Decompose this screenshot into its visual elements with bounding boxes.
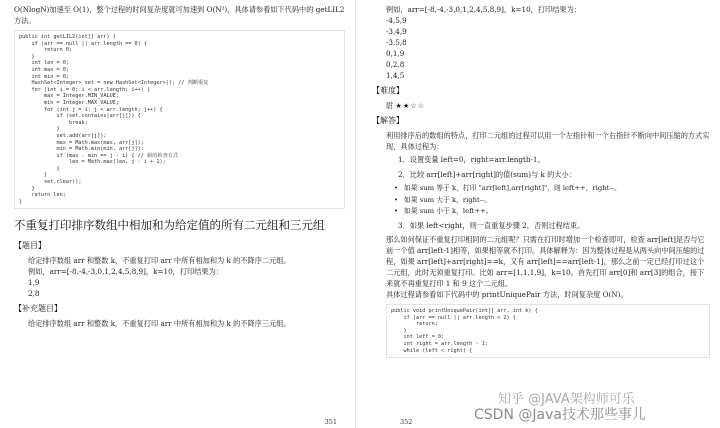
section-heading: 不重复打印排序数组中相加和为给定值的所有二元组和三元组: [14, 218, 325, 233]
left-page: [0, 0, 356, 428]
code-block-printuniquepair: public void printUniquePair(int[] arr, int k) { if (arr == null || arr.length < 2) { return; } int left = 0; int right = arr.length - 1; while (left < right) {: [386, 304, 710, 358]
result-line: 0,1,9: [386, 49, 405, 58]
difficulty-label: 【难度】: [372, 86, 404, 95]
example-text: 例如，arr=[-8,-4,-3,0,1,2,4,5,8,9]，k=10，打印结果为：: [386, 5, 581, 14]
difficulty-level: 尉: [386, 101, 394, 110]
code-block-getlil2: public int getLIL2(int[] arr) { if (arr == null || arr.length == 0) { return 0; } int len = 0; int max = 0; int min = 0; HashSet<Integer> set = new HashSet<Integer>(); // 判断重复 for (int i = 0; i < arr.length; i++) { max = Integer.MIN_VALUE; min = Integer.MAX_VALUE; for (int j = i; j < arr.length; j++) { if (set.contains(arr[j])) { break; } set.add(arr[j]); max = Math.max(max, arr[j]); min = Math.min(min, arr[j]); if (max - min == j - i) { // 新的检查方式 len = Math.max(len, j - i + 1); } } set.clear(); } return len; }: [14, 30, 345, 209]
result-line: -4,5,9: [386, 16, 407, 25]
zhihu-watermark: 知乎 @JAVA架构师可乐: [498, 392, 635, 407]
extra-problem-label: 【补充题目】: [14, 304, 62, 314]
step-item: 1．设置变量 left=0，right=arr.length-1。: [398, 155, 545, 164]
right-page: [360, 0, 720, 428]
answer-intro: 利用排序后的数组的特点，打印二元组的过程可以用一个左指针和一个右指针不断向中间压缩的方式实现，具体过程为：: [386, 131, 710, 151]
intro-text: O(NlogN)加速至 O(1)，整个过程的时间复杂度就可加速到 O(N²)，具体请参看如下代码中的 getLIL2 方法。: [14, 5, 345, 25]
answer-text: 那么如何保证不重复打印相同的二元组呢？只需在打印时增加一个检查即可，检查 arr[left]是否与它前一个值 arr[left-1]相等，如果相等就不打印。具体解释为：因为整体过程是从两头向中间压缩的过程，如果 arr[left]+arr[right]==k，又有 arr[left]==arr[left-1]，那么之前一定已经打印过这个二元组，此时无须重复打印。比如 arr=[1,1,1,9]，k=10。首先打印 arr[0]和 arr[3]的组合，接下来就不再重复打印 1 和 9 这个二元组。: [386, 235, 705, 288]
result-line: 1,9: [28, 278, 40, 288]
page-number-left: 351: [324, 418, 337, 426]
result-line: 1,4,5: [386, 71, 405, 80]
bullet-item: • 如果 sum 大于 k，right--。: [372, 195, 710, 207]
result-line: 0,2,8: [386, 60, 405, 69]
extra-problem-text: 给定排序数组 arr 和整数 k，不重复打印 arr 中所有相加和为 k 的不降序三元组。: [28, 319, 291, 329]
answer-tail: 具体过程请参看如下代码中的 printUniquePair 方法，时间复杂度 O(N)。: [386, 290, 628, 299]
bullet-item: • 如果 sum 等于 k，打印 "arr[left],arr[right]"，则 left++，right--。: [372, 183, 710, 195]
difficulty-rating: [372, 100, 710, 111]
problem-label: 【题目】: [14, 241, 46, 251]
answer-label: 【解答】: [372, 116, 404, 125]
result-line: -3,4,9: [386, 27, 407, 36]
step-item: 3．如果 left<right，则一直重复步骤 2，否则过程结束。: [398, 220, 585, 230]
problem-text: 给定排序数组 arr 和整数 k，不重复打印 arr 中所有相加和为 k 的不降序二元组。: [28, 256, 291, 266]
page-number-right: 352: [400, 418, 413, 426]
csdn-watermark: CSDN @Java技术那些事儿: [474, 407, 646, 423]
result-line: 2,8: [28, 289, 40, 299]
star-rating-icon: ★★☆☆: [395, 101, 426, 110]
problem-example: 例如，arr=[-8,-4,-3,0,1,2,4,5,8,9]，k=10，打印结果为：: [28, 267, 223, 277]
bullet-item: • 如果 sum 小于 k，left++。: [372, 206, 710, 218]
step-item: 2．比较 arr[left]+arr[right]的值(sum)与 k 的大小：: [398, 169, 576, 179]
result-line: -3,5,8: [386, 38, 407, 47]
